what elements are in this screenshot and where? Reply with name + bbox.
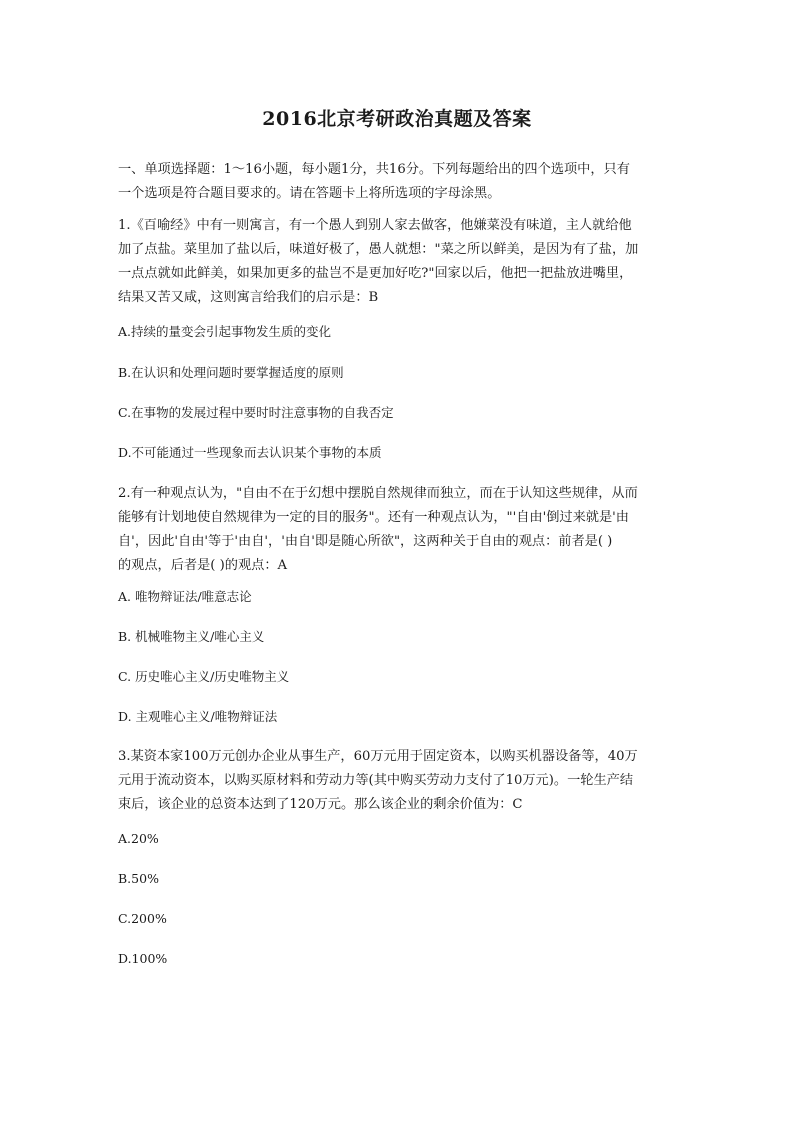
question-1-option-d: D.不可能通过一些现象而去认识某个事物的本质 <box>118 445 382 460</box>
question-stem-line: 2.有一种观点认为，"自由不在于幻想中摆脱自然规律而独立，而在于认知这些规律，从而 <box>118 486 638 501</box>
question-2-option-c: C. 历史唯心主义/历史唯物主义 <box>118 669 290 684</box>
question-2-option-d: D. 主观唯心主义/唯物辩证法 <box>118 709 278 724</box>
question-3-option-a: A.20% <box>118 831 159 846</box>
question-1-option-a: A.持续的量变会引起事物发生质的变化 <box>118 324 332 339</box>
question-stem-line: 的观点，后者是( )的观点：A <box>118 558 288 573</box>
question-stem-line: 元用于流动资本，以购买原材料和劳动力等(其中购买劳动力支付了10万元)。一轮生产结 <box>118 773 634 788</box>
question-stem-line: 3.某资本家100万元创办企业从事生产，60万元用于固定资本，以购买机器设备等，40万 <box>118 749 638 764</box>
instructions-line: 一个选项是符合题目要求的。请在答题卡上将所选项的字母涂黑。 <box>118 186 501 201</box>
question-stem-line: 一点点就如此鲜美，如果加更多的盐岂不是更加好吃?"回家以后，他把一把盐放进嘴里， <box>118 266 633 281</box>
question-3-option-d: D.100% <box>118 951 168 966</box>
document-title: 2016北京考研政治真题及答案 <box>262 108 532 130</box>
instructions-line: 一、单项选择题：1～16小题，每小题1分，共16分。下列每题给出的四个选项中，只有 <box>118 162 630 177</box>
question-1-option-b: B.在认识和处理问题时要掌握适度的原则 <box>118 365 344 380</box>
question-3-stem <box>118 745 678 817</box>
question-stem-line: 加了点盐。菜里加了盐以后，味道好极了，愚人就想："菜之所以鲜美，是因为有了盐，加 <box>118 242 639 257</box>
question-3-option-c: C.200% <box>118 911 167 926</box>
question-stem-line: 束后，该企业的总资本达到了120万元。那么该企业的剩余价值为：C <box>118 797 523 812</box>
question-2-stem <box>118 482 678 578</box>
instructions <box>118 158 678 206</box>
question-2-option-a: A. 唯物辩证法/唯意志论 <box>118 589 252 604</box>
question-1-option-c: C.在事物的发展过程中要时时注意事物的自我否定 <box>118 405 394 420</box>
question-1-stem <box>118 214 678 310</box>
question-stem-line: 结果又苦又咸，这则寓言给我们的启示是：B <box>118 290 379 305</box>
question-2-option-b: B. 机械唯物主义/唯心主义 <box>118 629 265 644</box>
question-stem-line: 1.《百喻经》中有一则寓言，有一个愚人到别人家去做客，他嫌菜没有味道，主人就给他 <box>118 218 632 233</box>
question-3-option-b: B.50% <box>118 871 159 886</box>
question-stem-line: 能够有计划地使自然规律为一定的目的服务"。还有一种观点认为，"'自由'倒过来就是'由 <box>118 510 629 525</box>
question-stem-line: 自'，因此'自由'等于'由自'，'由自'即是随心所欲"，这两种关于自由的观点：前者是( ) <box>118 534 613 549</box>
